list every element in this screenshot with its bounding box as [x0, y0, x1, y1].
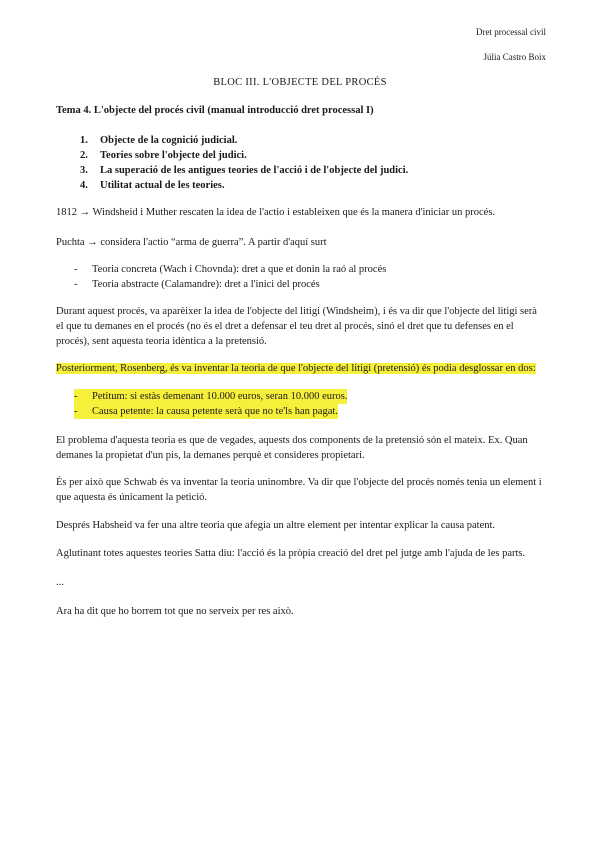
topic-heading: Tema 4. L'objecte del procés civil (manual introducció dret processal I) — [56, 105, 374, 116]
list-item — [74, 389, 347, 404]
paragraph-puchta: Puchta → considera l'actio “arma de guerra”. A partir d'aquí surt — [56, 237, 327, 248]
ellipsis: ... — [56, 577, 64, 588]
list-item — [74, 404, 347, 419]
list-dash: - — [74, 264, 78, 275]
list-text: Teoria abstracte (Calamandre): dret a l'inici del procés — [92, 279, 320, 290]
list-number: 4. — [80, 180, 88, 191]
page-title: BLOC III. L'OBJECTE DEL PROCÉS — [213, 77, 387, 88]
list-text: Teoria concreta (Wach i Chovnda): dret a que et donin la raó al procés — [92, 264, 387, 275]
paragraph-rosenberg — [56, 361, 546, 376]
highlighted-text: Posteriorment, Rosenberg, és va inventar la teoria de que l'objecte del litigi (pretensió) és podia desglossar en dos: — [56, 363, 536, 374]
theories-list — [74, 262, 386, 292]
list-text: Causa petente: la causa petente serà que no te'ls han pagat. — [92, 406, 338, 417]
list-text: Objecte de la cognició judicial. — [100, 135, 238, 146]
list-number: 1. — [80, 135, 88, 146]
header-subject: Dret processal civil — [476, 27, 546, 37]
list-number: 3. — [80, 165, 88, 176]
paragraph-satta: Aglutinant totes aquestes teories Satta diu: l'acció és la pròpia creació del dret pel jutge amb l'ajuda de les parts. — [56, 548, 526, 559]
paragraph-durant: Durant aquest procés, va aparèixer la idea de l'objecte del litigi (Windsheim), i és va dir que l'objecte del litigi serà el que tu demanes en el procés (no és el dret a defensar el teu dret al procés, sinó el dret que tu defenses en el procés), sent aquesta teoria idèntica a la pretensió. — [56, 306, 537, 347]
header-author: Júlia Castro Boix — [483, 52, 546, 62]
list-text: La superació de les antigues teories de l'acció i de l'objecte del judici. — [100, 165, 409, 176]
paragraph-final: Ara ha dit que ho borrem tot que no serveix per res això. — [56, 606, 294, 617]
paragraph-1812: 1812 → Windsheid i Muther rescaten la idea de l'actio i estableixen que és la manera d'iniciar un procés. — [56, 207, 496, 218]
list-item — [74, 277, 386, 292]
list-text: Utilitat actual de les teories. — [100, 180, 225, 191]
list-text: Teories sobre l'objecte del judici. — [100, 150, 247, 161]
list-item — [80, 148, 408, 163]
list-text: Petitum: si estàs demenant 10.000 euros, seran 10.000 euros. — [92, 391, 348, 402]
list-dash: - — [74, 389, 92, 404]
list-dash: - — [74, 279, 78, 290]
list-item — [80, 178, 408, 193]
rosenberg-list — [74, 389, 347, 419]
list-number: 2. — [80, 150, 88, 161]
paragraph-schwab: És per això que Schwab és va inventar la teoria uninombre. Va dir que l'objecte del procés només tenia un element i que aquesta és únicament la petició. — [56, 477, 542, 503]
topic-outline-list — [80, 133, 408, 193]
list-item — [74, 262, 386, 277]
paragraph-problema: El problema d'aquesta teoria es que de vegades, aquests dos components de la pretensió són el mateix. Ex. Quan demanes la propietat d'un pis, la demanes perquè et consideres propietari. — [56, 435, 528, 461]
list-item — [80, 133, 408, 148]
list-item — [80, 163, 408, 178]
paragraph-habscheid: Després Habsheid va fer una altre teoria que afegia un altre element per intentar explicar la causa patent. — [56, 520, 496, 531]
list-dash: - — [74, 404, 92, 419]
